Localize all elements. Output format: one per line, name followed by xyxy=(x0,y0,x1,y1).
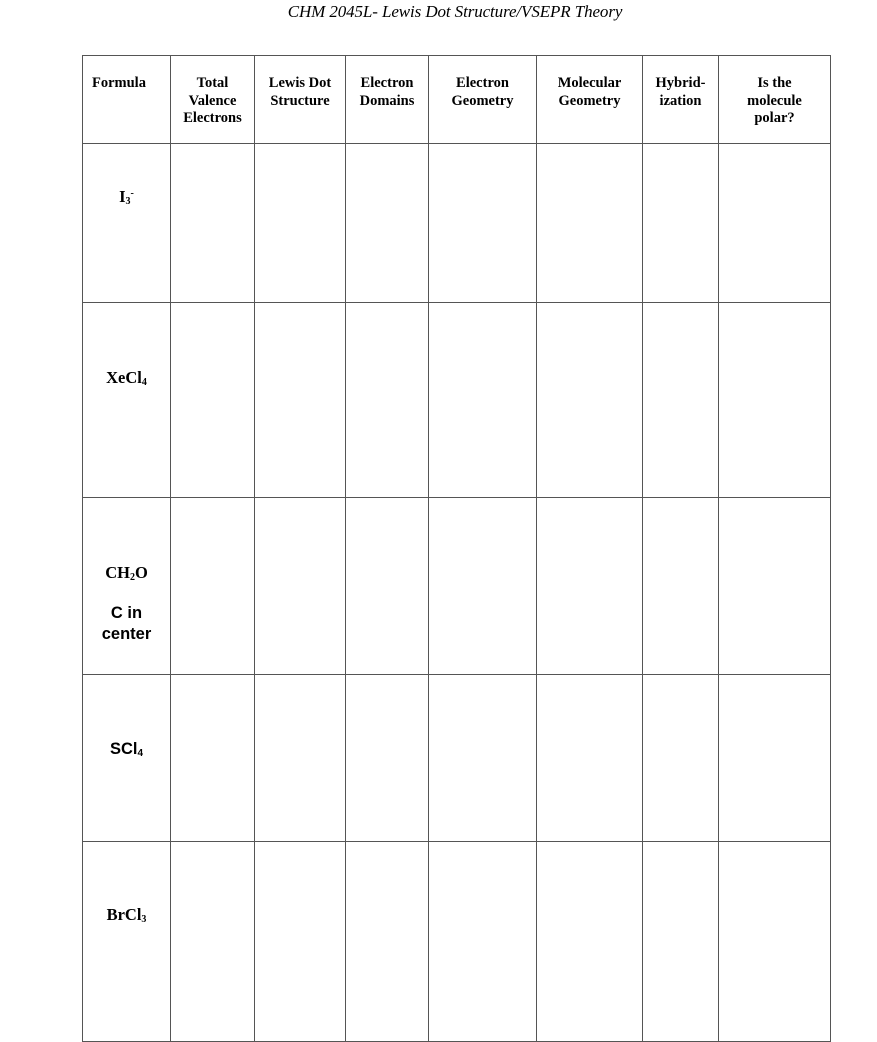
answer-cell[interactable] xyxy=(429,144,537,303)
answer-cell[interactable] xyxy=(346,144,429,303)
answer-cell[interactable] xyxy=(537,842,643,1042)
formula-cell-i3: $I_3^-$ xyxy=(83,144,171,303)
answer-cell[interactable] xyxy=(346,675,429,842)
answer-cell[interactable] xyxy=(346,842,429,1042)
answer-cell[interactable] xyxy=(643,498,719,675)
worksheet-table xyxy=(82,55,831,1042)
answer-cell[interactable] xyxy=(171,303,255,498)
answer-cell[interactable] xyxy=(719,303,831,498)
formula-cell-scl4: SCl$_4$ xyxy=(83,675,171,842)
answer-cell[interactable] xyxy=(643,144,719,303)
answer-cell[interactable] xyxy=(255,675,346,842)
formula-cell-xecl4: XeCl$_4$ xyxy=(83,303,171,498)
answer-cell[interactable] xyxy=(537,498,643,675)
answer-cell[interactable] xyxy=(429,498,537,675)
answer-cell[interactable] xyxy=(171,842,255,1042)
answer-cell[interactable] xyxy=(429,842,537,1042)
table-row xyxy=(83,842,831,1042)
answer-cell[interactable] xyxy=(537,675,643,842)
page-title: CHM 2045L- Lewis Dot Structure/VSEPR Theory xyxy=(287,2,623,21)
column-header-molecular-geometry: Molecular Geometry xyxy=(537,56,643,144)
answer-cell[interactable] xyxy=(255,842,346,1042)
answer-cell[interactable] xyxy=(719,842,831,1042)
answer-cell[interactable] xyxy=(346,498,429,675)
answer-cell[interactable] xyxy=(719,675,831,842)
table-row xyxy=(83,675,831,842)
answer-cell[interactable] xyxy=(171,675,255,842)
answer-cell[interactable] xyxy=(346,303,429,498)
answer-cell[interactable] xyxy=(643,842,719,1042)
answer-cell[interactable] xyxy=(171,498,255,675)
header-row xyxy=(83,56,831,144)
answer-cell[interactable] xyxy=(171,144,255,303)
answer-cell[interactable] xyxy=(255,498,346,675)
column-header-polarity: Is the molecule polar? xyxy=(719,56,831,144)
answer-cell[interactable] xyxy=(255,303,346,498)
formula-cell-ch2o: $CH_2O$ C in center xyxy=(83,498,171,675)
column-header-hybridization: Hybrid- ization xyxy=(643,56,719,144)
column-header-formula: Formula xyxy=(83,56,171,144)
answer-cell[interactable] xyxy=(537,144,643,303)
table-row xyxy=(83,303,831,498)
column-header-lewis-dot-structure: Lewis Dot Structure xyxy=(255,56,346,144)
table-row xyxy=(83,498,831,675)
answer-cell[interactable] xyxy=(643,675,719,842)
table-row xyxy=(83,144,831,303)
answer-cell[interactable] xyxy=(719,498,831,675)
formula-cell-brcl3: BrCl$_3$ xyxy=(83,842,171,1042)
answer-cell[interactable] xyxy=(643,303,719,498)
formula-note: C in center xyxy=(101,604,152,643)
answer-cell[interactable] xyxy=(429,303,537,498)
answer-cell[interactable] xyxy=(719,144,831,303)
column-header-total-valence-electrons: Total Valence Electrons xyxy=(171,56,255,144)
column-header-electron-domains: Electron Domains xyxy=(346,56,429,144)
answer-cell[interactable] xyxy=(255,144,346,303)
answer-cell[interactable] xyxy=(537,303,643,498)
column-header-electron-geometry: Electron Geometry xyxy=(429,56,537,144)
answer-cell[interactable] xyxy=(429,675,537,842)
